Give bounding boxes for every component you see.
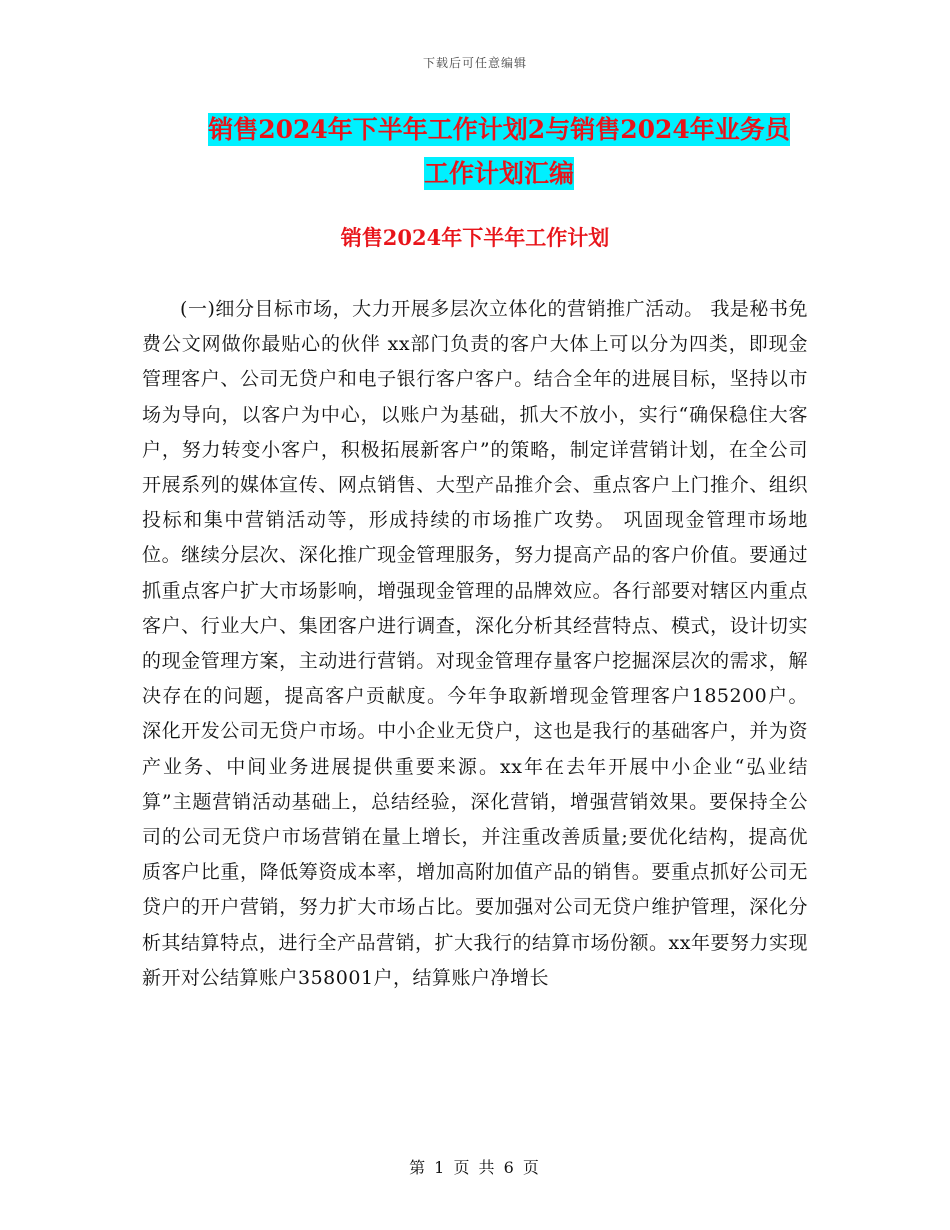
document-title-text: 销售2024年下半年工作计划2与销售2024年业务员工作计划汇编 (208, 115, 790, 188)
body-paragraph: (一)细分目标市场，大力开展多层次立体化的营销推广活动。 我是秘书免费公文网做你最贴心的伙伴 xx部门负责的客户大体上可以分为四类，即现金管理客户、公司无贷户和电子银行客户客户。结合全年的进展目标，坚持以市场为导向，以客户为中心，以账户为基础，抓大不放小，实行“确保稳住大客户，努力转变小客户，积极拓展新客户”的策略，制定详营销计划，在全公司开展系列的媒体宣传、网点销售、大型产品推介会、重点客户上门推介、组织投标和集中营销活动等，形成持续的市场推广攻势。 巩固现金管理市场地位。继续分层次、深化推广现金管理服务，努力提高产品的客户价值。要通过抓重点客户扩大市场影响，增强现金管理的品牌效应。各行部要对辖区内重点客户、行业大户、集团客户进行调查，深化分析其经营特点、模式，设计切实的现金管理方案，主动进行营销。对现金管理存量客户挖掘深层次的需求，解决存在的问题，提高客户贡献度。今年争取新增现金管理客户185200户。 深化开发公司无贷户市场。中小企业无贷户，这也是我行的基础客户，并为资产业务、中间业务进展提供重要来源。xx年在去年开展中小企业“弘业结算”主题营销活动基础上，总结经验，深化营销，增强营销效果。要保持全公司的公司无贷户市场营销在量上增长，并注重改善质量;要优化结构，提高优质客户比重，降低筹资成本率，增加高附加值产品的销售。要重点抓好公司无贷户的开户营销，努力扩大市场占比。要加强对公司无贷户维护管理，深化分析其结算特点，进行全产品营销，扩大我行的结算市场份额。xx年要努力实现新开对公结算账户358001户，结算账户净增长 (142, 298, 808, 989)
document-title (196, 108, 802, 196)
page-footer: 第 1 页 共 6 页 (409, 1158, 541, 1177)
header-note: 下载后可任意编辑 (422, 56, 527, 70)
section-title: 销售2024年下半年工作计划 (340, 225, 610, 250)
